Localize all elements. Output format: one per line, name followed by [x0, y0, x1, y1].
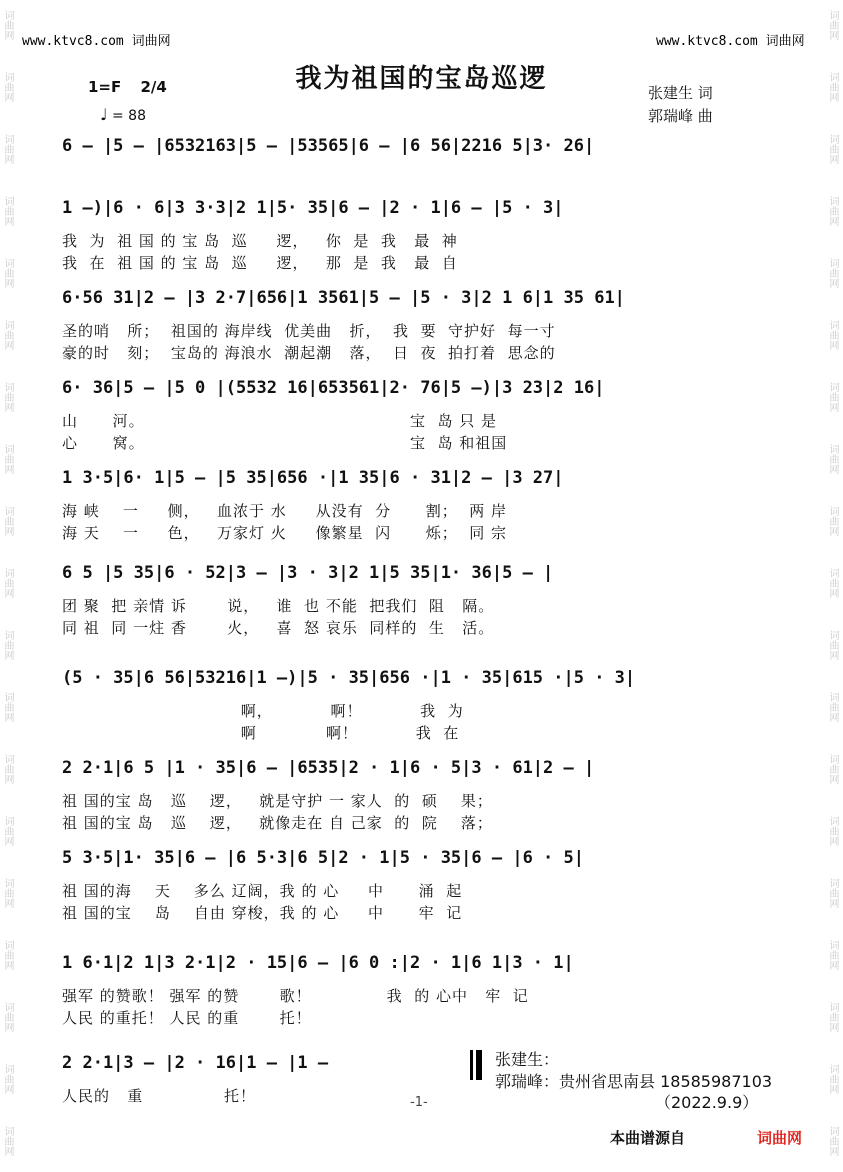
side-watermark-text: 词曲网 [2, 816, 13, 846]
lyric-line-2: 豪的时 刻； 宝岛的 海浪水 潮起潮 落， 日 夜 拍打着 思念的 [62, 344, 556, 362]
site-tag-right[interactable]: www.ktvc8.com 词曲网 [656, 34, 805, 49]
side-watermark-text: 词曲网 [2, 444, 13, 474]
notation-line: 6· 36|5 – |5 0 |(5532 16|653561|2· 76|5 –)|3 23|2 16| [62, 378, 605, 398]
notation-line: 5 3·5|1· 35|6 – |6 5·3|6 5|2 · 1|5 · 35|6 – |6 · 5| [62, 848, 584, 868]
side-watermark-text: 词曲网 [2, 72, 13, 102]
lyric-line-1: 啊， 啊！ 我 为 [62, 702, 464, 720]
lyric-line-1: 人民的 重 托！ [62, 1087, 257, 1105]
side-watermark-text: 词曲网 [827, 630, 838, 660]
side-watermark-text: 词曲网 [827, 444, 838, 474]
footer-name-2: 郭瑞峰：贵州省思南县 18585987103 [495, 1072, 773, 1091]
side-watermark-text: 词曲网 [827, 258, 838, 288]
side-watermark-text: 词曲网 [2, 940, 13, 970]
side-watermark-text: 词曲网 [827, 754, 838, 784]
song-title: 我为祖国的宝岛巡逻 [295, 64, 548, 94]
side-watermark-text: 词曲网 [2, 692, 13, 722]
side-watermark-text: 词曲网 [827, 320, 838, 350]
side-watermark-text: 词曲网 [2, 754, 13, 784]
lyric-line-1: 海 峡 一 侧， 血浓于 水 从没有 分 割； 两 岸 [62, 502, 508, 520]
right-watermark-strip [825, 0, 843, 1172]
side-watermark-text: 词曲网 [2, 878, 13, 908]
notation-line: 2 2·1|3 – |2 · 16|1 – |1 – [62, 1053, 339, 1073]
notation-line: (5 · 35|6 56|53216|1 –)|5 · 35|656 ·|1 · 35|615 ·|5 · 3| [62, 668, 636, 688]
side-watermark-text: 词曲网 [827, 1126, 838, 1156]
lyric-line-1: 强军 的赞歌！ 强军 的赞 歌！ 我 的 心中 牢 记 [62, 987, 529, 1005]
key-signature [88, 78, 167, 96]
side-watermark-text: 词曲网 [2, 630, 13, 660]
side-watermark-text: 词曲网 [827, 1064, 838, 1094]
lyric-line-1: 我 为 祖 国 的 宝 岛 巡 逻， 你 是 我 最 神 [62, 232, 458, 250]
notation-line: 1 6·1|2 1|3 2·1|2 · 15|6 – |6 0 :|2 · 1|6 1|3 · 1| [62, 953, 574, 973]
notation-line: 1 3·5|6· 1|5 – |5 35|656 ·|1 35|6 · 31|2 – |3 27| [62, 468, 564, 488]
side-watermark-text: 词曲网 [827, 196, 838, 226]
notation-line: 1 –)|6 · 6|3 3·3|2 1|5· 35|6 – |2 · 1|6 – |5 · 3| [62, 198, 564, 218]
side-watermark-text: 词曲网 [827, 134, 838, 164]
composer-credit: 郭瑞峰 曲 [648, 107, 713, 125]
side-watermark-text: 词曲网 [827, 1002, 838, 1032]
lyric-line-2: 啊 啊！ 我 在 [62, 724, 460, 742]
side-watermark-text: 词曲网 [827, 10, 838, 40]
side-watermark-text: 词曲网 [827, 816, 838, 846]
footer-date: （2022.9.9） [655, 1093, 759, 1112]
lyric-line-2: 人民 的重托！ 人民 的重 托！ [62, 1009, 312, 1027]
lyric-line-2: 海 天 一 色， 万家灯 火 像繁星 闪 烁； 同 宗 [62, 524, 508, 542]
side-watermark-text: 词曲网 [2, 134, 13, 164]
side-watermark-text: 词曲网 [2, 1126, 13, 1156]
lyric-line-2: 我 在 祖 国 的 宝 岛 巡 逻， 那 是 我 最 自 [62, 254, 458, 272]
side-watermark-text: 词曲网 [827, 506, 838, 536]
lyric-line-2: 心 窝。 宝 岛 和祖国 [62, 434, 508, 452]
side-watermark-text: 词曲网 [2, 1002, 13, 1032]
side-watermark-text: 词曲网 [827, 72, 838, 102]
side-watermark-text: 词曲网 [827, 568, 838, 598]
key-label: 1=F [88, 78, 122, 96]
left-watermark-strip [0, 0, 18, 1172]
lyric-line-1: 祖 国的宝 岛 巡 逻， 就是守护 一 家人 的 硕 果； [62, 792, 493, 810]
notation-line: 2 2·1|6 5 |1 · 35|6 – |6535|2 · 1|6 · 5|3 · 61|2 – | [62, 758, 595, 778]
final-barline [470, 1050, 473, 1080]
side-watermark-text: 词曲网 [827, 382, 838, 412]
tempo-marking [100, 105, 146, 124]
notation-line: 6 5 |5 35|6 · 52|3 – |3 · 3|2 1|5 35|1· 36|5 – | [62, 563, 554, 583]
lyric-line-1: 圣的哨 所； 祖国的 海岸线 优美曲 折， 我 要 守护好 每一寸 [62, 322, 556, 340]
side-watermark-text: 词曲网 [827, 692, 838, 722]
side-watermark-text: 词曲网 [827, 940, 838, 970]
side-watermark-text: 词曲网 [2, 10, 13, 40]
source-label: 本曲谱源自 [610, 1129, 686, 1147]
notation-line: 6·56 31|2 – |3 2·7|656|1 3561|5 – |5 · 3|2 1 6|1 35 61| [62, 288, 625, 308]
side-watermark-text: 词曲网 [2, 1064, 13, 1094]
lyricist-credit: 张建生 词 [648, 84, 713, 102]
quarter-note-icon: ♩ [100, 105, 108, 124]
page-number: -1- [410, 1095, 428, 1110]
lyric-line-1: 团 聚 把 亲情 诉 说， 谁 也 不能 把我们 阻 隔。 [62, 597, 495, 615]
source-brand[interactable]: 词曲网 [757, 1129, 803, 1147]
tempo-value: = 88 [112, 108, 146, 124]
side-watermark-text: 词曲网 [2, 506, 13, 536]
time-signature: 2/4 [140, 78, 167, 96]
lyric-line-1: 祖 国的海 天 多么 辽阔，我 的 心 中 涌 起 [62, 882, 463, 900]
lyric-line-2: 同 祖 同 一炷 香 火， 喜 怒 哀乐 同样的 生 活。 [62, 619, 495, 637]
side-watermark-text: 词曲网 [2, 320, 13, 350]
side-watermark-text: 词曲网 [2, 382, 13, 412]
lyric-line-2: 祖 国的宝 岛 巡 逻， 就像走在 自 己家 的 院 落； [62, 814, 493, 832]
lyric-line-1: 山 河。 宝 岛 只 是 [62, 412, 498, 430]
final-barline-thick [476, 1050, 482, 1080]
side-watermark-text: 词曲网 [827, 878, 838, 908]
side-watermark-text: 词曲网 [2, 196, 13, 226]
site-tag-left[interactable]: www.ktvc8.com 词曲网 [22, 34, 171, 49]
lyric-line-2: 祖 国的宝 岛 自由 穿梭，我 的 心 中 牢 记 [62, 904, 463, 922]
side-watermark-text: 词曲网 [2, 568, 13, 598]
notation-line: 6 – |5 – |6532163|5 – |53565|6 – |6 56|2216 5|3· 26| [62, 136, 595, 156]
footer-name-1: 张建生： [495, 1050, 560, 1069]
side-watermark-text: 词曲网 [2, 258, 13, 288]
